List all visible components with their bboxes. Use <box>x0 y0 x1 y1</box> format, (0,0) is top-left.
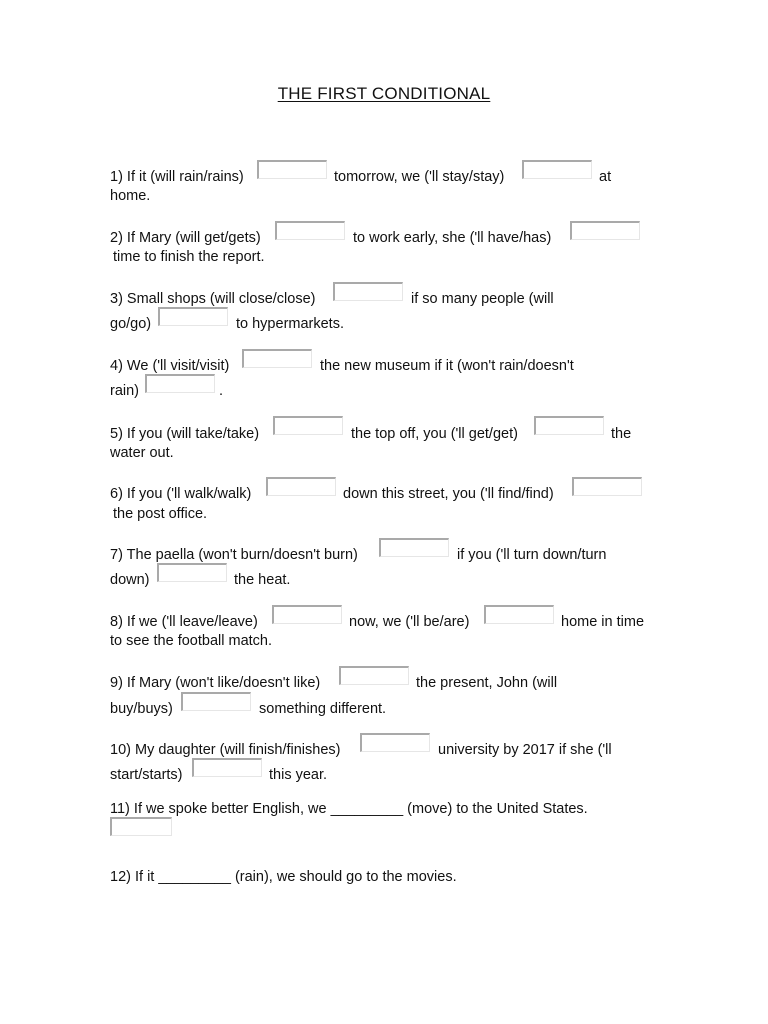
question-4-answer-input-1[interactable] <box>242 349 312 368</box>
question-9-text: 9) If Mary (won't like/doesn't like) <box>110 675 321 691</box>
question-3-text: to hypermarkets. <box>236 316 344 332</box>
question-1-text: tomorrow, we ('ll stay/stay) <box>334 169 505 185</box>
question-7-text: the heat. <box>234 572 291 588</box>
question-5-text: the top off, you ('ll get/get) <box>351 426 518 442</box>
page-title: THE FIRST CONDITIONAL <box>277 84 491 103</box>
question-4-text: . <box>219 383 224 399</box>
question-7-text: if you ('ll turn down/turn <box>457 547 607 563</box>
question-3-text: go/go) <box>110 316 152 332</box>
question-4-text: the new museum if it (won't rain/doesn't <box>320 358 574 374</box>
question-1-answer-input-1[interactable] <box>257 160 327 179</box>
question-1-text: home. <box>110 188 151 204</box>
question-11-text: 11) If we spoke better English, we _________ (move) to the United States. <box>110 801 588 817</box>
question-5-answer-input-2[interactable] <box>534 416 604 435</box>
question-1-text: 1) If it (will rain/rains) <box>110 169 244 185</box>
question-5-text: the <box>611 426 632 442</box>
question-9-text: buy/buys) <box>110 701 173 717</box>
question-2-text: time to finish the report. <box>113 249 265 265</box>
question-9-answer-input-1[interactable] <box>339 666 409 685</box>
question-5-text: water out. <box>110 445 174 461</box>
question-8-text: to see the football match. <box>110 633 273 649</box>
question-11-answer-input-1[interactable] <box>110 817 172 836</box>
question-2-text: to work early, she ('ll have/has) <box>353 230 552 246</box>
question-3-text: if so many people (will <box>411 291 554 307</box>
question-8-answer-input-1[interactable] <box>272 605 342 624</box>
question-8-text: 8) If we ('ll leave/leave) <box>110 614 258 630</box>
question-2-text: 2) If Mary (will get/gets) <box>110 230 261 246</box>
question-9-text: the present, John (will <box>416 675 558 691</box>
question-6-answer-input-2[interactable] <box>572 477 642 496</box>
question-2-answer-input-1[interactable] <box>275 221 345 240</box>
question-2-answer-input-2[interactable] <box>570 221 640 240</box>
question-8-answer-input-2[interactable] <box>484 605 554 624</box>
question-10-text: this year. <box>269 767 328 783</box>
question-4-text: 4) We ('ll visit/visit) <box>110 358 230 374</box>
question-10-text: start/starts) <box>110 767 183 783</box>
question-10-text: university by 2017 if she ('ll <box>438 742 612 758</box>
question-6-answer-input-1[interactable] <box>266 477 336 496</box>
question-12-text: 12) If it _________ (rain), we should go to the movies. <box>110 869 457 885</box>
question-9-answer-input-2[interactable] <box>181 692 251 711</box>
question-10-answer-input-1[interactable] <box>360 733 430 752</box>
question-5-text: 5) If you (will take/take) <box>110 426 260 442</box>
question-6-text: down this street, you ('ll find/find) <box>343 486 554 502</box>
question-3-answer-input-1[interactable] <box>333 282 403 301</box>
question-7-text: 7) The paella (won't burn/doesn't burn) <box>110 547 358 563</box>
question-8-text: now, we ('ll be/are) <box>349 614 470 630</box>
question-9-text: something different. <box>259 701 387 717</box>
question-6-text: the post office. <box>113 506 208 522</box>
question-1-answer-input-2[interactable] <box>522 160 592 179</box>
question-7-answer-input-2[interactable] <box>157 563 227 582</box>
question-7-text: down) <box>110 572 150 588</box>
question-6-text: 6) If you ('ll walk/walk) <box>110 486 252 502</box>
question-4-text: rain) <box>110 383 140 399</box>
question-7-answer-input-1[interactable] <box>379 538 449 557</box>
question-3-answer-input-2[interactable] <box>158 307 228 326</box>
question-3-text: 3) Small shops (will close/close) <box>110 291 316 307</box>
question-5-answer-input-1[interactable] <box>273 416 343 435</box>
question-8-text: home in time <box>561 614 645 630</box>
question-10-answer-input-2[interactable] <box>192 758 262 777</box>
question-4-answer-input-2[interactable] <box>145 374 215 393</box>
question-1-text: at <box>599 169 612 185</box>
question-10-text: 10) My daughter (will finish/finishes) <box>110 742 341 758</box>
